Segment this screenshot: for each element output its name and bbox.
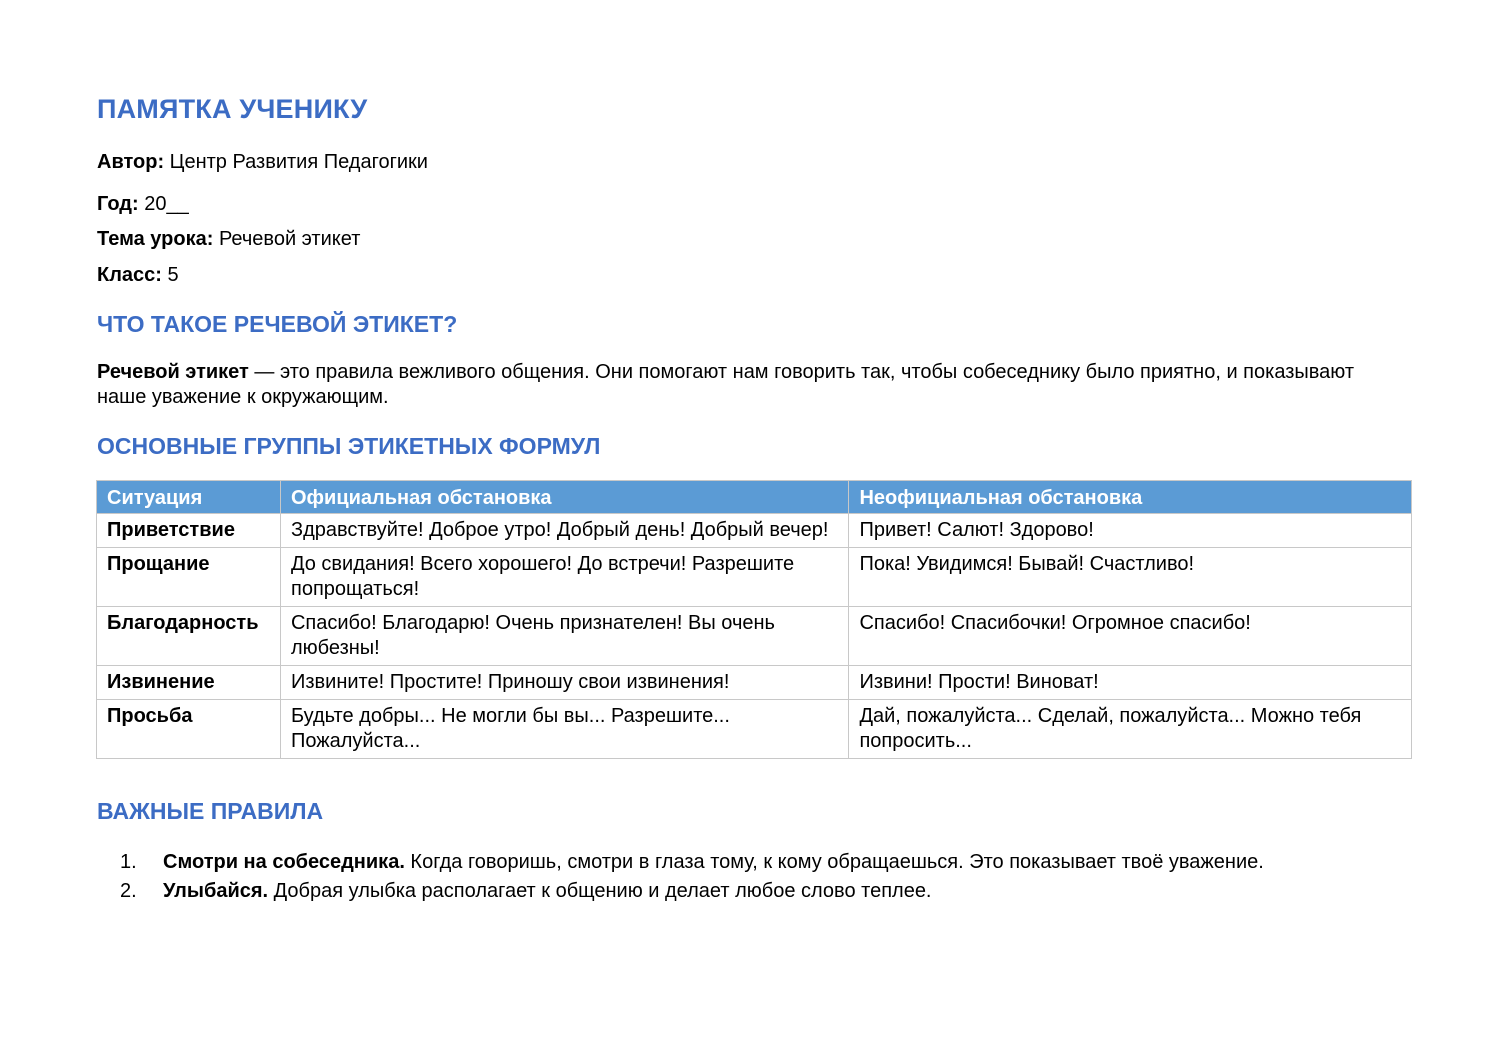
cell-official: Извините! Простите! Приношу свои извинения! <box>280 666 848 700</box>
meta-topic-label: Тема урока: <box>97 228 214 250</box>
table-row <box>97 514 1412 548</box>
document-title: ПАМЯТКА УЧЕНИКУ <box>97 94 368 124</box>
definition-text: — это правила вежливого общения. Они помогают нам говорить так, чтобы собеседнику было приятно, и показывают наше уважение к окружающим. <box>97 361 1354 408</box>
table-header-row <box>97 481 1412 514</box>
list-item-number: 1. <box>120 851 137 873</box>
cell-informal: Спасибо! Спасибочки! Огромное спасибо! <box>849 607 1412 666</box>
cell-informal: Извини! Прости! Виноват! <box>849 666 1412 700</box>
cell-official: Здравствуйте! Доброе утро! Добрый день! Добрый вечер! <box>280 514 848 548</box>
table-row <box>97 666 1412 700</box>
etiquette-formulas-table <box>96 480 1412 759</box>
meta-grade-value: 5 <box>167 264 179 286</box>
cell-situation: Приветствие <box>97 514 281 548</box>
list-item-number: 2. <box>120 880 137 902</box>
cell-situation: Благодарность <box>97 607 281 666</box>
section-heading-what-is: ЧТО ТАКОЕ РЕЧЕВОЙ ЭТИКЕТ? <box>97 311 458 337</box>
cell-informal: Пока! Увидимся! Бывай! Счастливо! <box>849 548 1412 607</box>
definition-term: Речевой этикет <box>97 361 249 383</box>
list-item <box>97 848 1264 877</box>
list-item-text: Добрая улыбка располагает к общению и делает любое слово теплее. <box>268 880 932 902</box>
meta-author <box>97 150 428 174</box>
section-heading-important-rules: ВАЖНЫЕ ПРАВИЛА <box>97 798 324 824</box>
cell-informal: Дай, пожалуйста... Сделай, пожалуйста... Можно тебя попросить... <box>849 700 1412 759</box>
section-heading-formula-groups: ОСНОВНЫЕ ГРУППЫ ЭТИКЕТНЫХ ФОРМУЛ <box>97 433 601 459</box>
cell-official: Будьте добры... Не могли бы вы... Разрешите... Пожалуйста... <box>280 700 848 759</box>
meta-grade-label: Класс: <box>97 264 162 286</box>
table-header-official: Официальная обстановка <box>280 481 848 514</box>
cell-informal: Привет! Салют! Здорово! <box>849 514 1412 548</box>
list-item-text: Когда говоришь, смотри в глаза тому, к кому обращаешься. Это показывает твоё уважение. <box>404 851 1264 873</box>
table-row <box>97 548 1412 607</box>
rules-list <box>97 848 1264 906</box>
meta-year-label: Год: <box>97 193 139 215</box>
table-row <box>97 700 1412 759</box>
cell-situation: Просьба <box>97 700 281 759</box>
table-header-situation: Ситуация <box>97 481 281 514</box>
meta-topic <box>97 227 360 251</box>
meta-year-value: 20__ <box>144 193 189 215</box>
cell-situation: Извинение <box>97 666 281 700</box>
meta-year <box>97 192 189 216</box>
cell-situation: Прощание <box>97 548 281 607</box>
list-item <box>97 877 1264 906</box>
list-item-bold: Смотри на собеседника. <box>163 851 405 873</box>
meta-topic-value: Речевой этикет <box>218 228 361 250</box>
table-header-informal: Неофициальная обстановка <box>849 481 1412 514</box>
meta-grade <box>97 263 179 287</box>
list-item-bold: Улыбайся. <box>163 880 269 902</box>
cell-official: До свидания! Всего хорошего! До встречи! Разрешите попрощаться! <box>280 548 848 607</box>
meta-author-value: Центр Развития Педагогики <box>169 151 428 173</box>
cell-official: Спасибо! Благодарю! Очень признателен! Вы очень любезны! <box>280 607 848 666</box>
table-row <box>97 607 1412 666</box>
definition-paragraph <box>97 360 1397 410</box>
meta-author-label: Автор: <box>97 151 165 173</box>
